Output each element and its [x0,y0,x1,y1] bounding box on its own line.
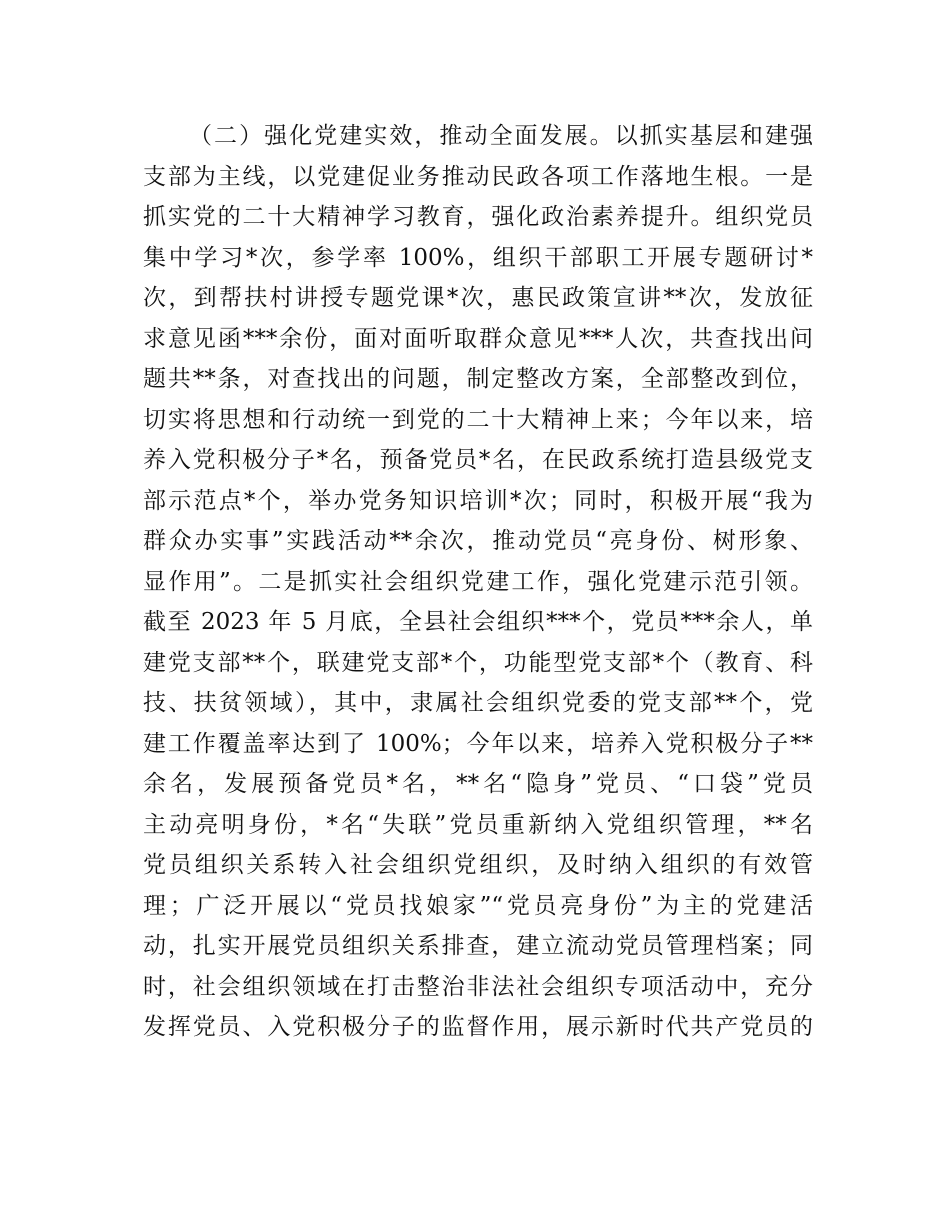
paragraph-line-21: 动，扎实开展党员组织关系排查，建立流动党员管理档案；同 [143,933,813,959]
paragraph-line-23: 发挥党员、入党积极分子的监督作用，展示新时代共产党员的 [143,1014,813,1040]
paragraph-line-13: 截至 2023 年 5 月底，全县社会组织***个，党员***余人，单 [143,609,813,635]
paragraph-line-3: 抓实党的二十大精神学习教育，强化政治素养提升。组织党员 [143,204,813,230]
paragraph-line-1: （二）强化党建实效，推动全面发展。以抓实基层和建强 [189,123,813,149]
paragraph-line-14: 建党支部**个，联建党支部*个，功能型党支部*个（教育、科 [143,649,813,676]
paragraph-line-20: 理；广泛开展以“党员找娘家”“党员亮身份”为主的党建活 [143,892,813,919]
paragraph-line-11: 群众办实事”实践活动**余次，推动党员“亮身份、树形象、 [143,528,813,554]
paragraph-line-9: 养入党积极分子*名，预备党员*名，在民政系统打造县级党支 [143,447,813,473]
body-paragraph [143,116,813,1048]
paragraph-line-17: 余名，发展预备党员*名，**名“隐身”党员、“口袋”党员 [143,771,813,797]
paragraph-line-18: 主动亮明身份，*名“失联”党员重新纳入党组织管理，**名 [143,811,813,838]
paragraph-line-10: 部示范点*个，举办党务知识培训*次；同时，积极开展“我为 [143,487,813,514]
paragraph-line-7: 题共**条，对查找出的问题，制定整改方案，全部整改到位， [143,366,813,392]
paragraph-line-4: 集中学习*次，参学率 100%，组织干部职工开展专题研讨* [143,244,813,271]
paragraph-line-19: 党员组织关系转入社会组织党组织，及时纳入组织的有效管 [143,852,813,878]
paragraph-line-12: 显作用”。二是抓实社会组织党建工作，强化党建示范引领。 [143,568,813,595]
paragraph-line-15: 技、扶贫领域），其中，隶属社会组织党委的党支部**个，党 [143,690,813,716]
paragraph-line-6: 求意见函***余份，面对面听取群众意见***人次，共查找出问 [143,325,813,352]
paragraph-line-2: 支部为主线，以党建促业务推动民政各项工作落地生根。一是 [143,163,813,190]
paragraph-line-16: 建工作覆盖率达到了 100%；今年以来，培养入党积极分子** [143,730,813,757]
paragraph-line-22: 时，社会组织领域在打击整治非法社会组织专项活动中，充分 [143,973,813,1000]
paragraph-line-5: 次，到帮扶村讲授专题党课*次，惠民政策宣讲**次，发放征 [143,285,813,311]
paragraph-line-8: 切实将思想和行动统一到党的二十大精神上来；今年以来，培 [143,406,813,433]
